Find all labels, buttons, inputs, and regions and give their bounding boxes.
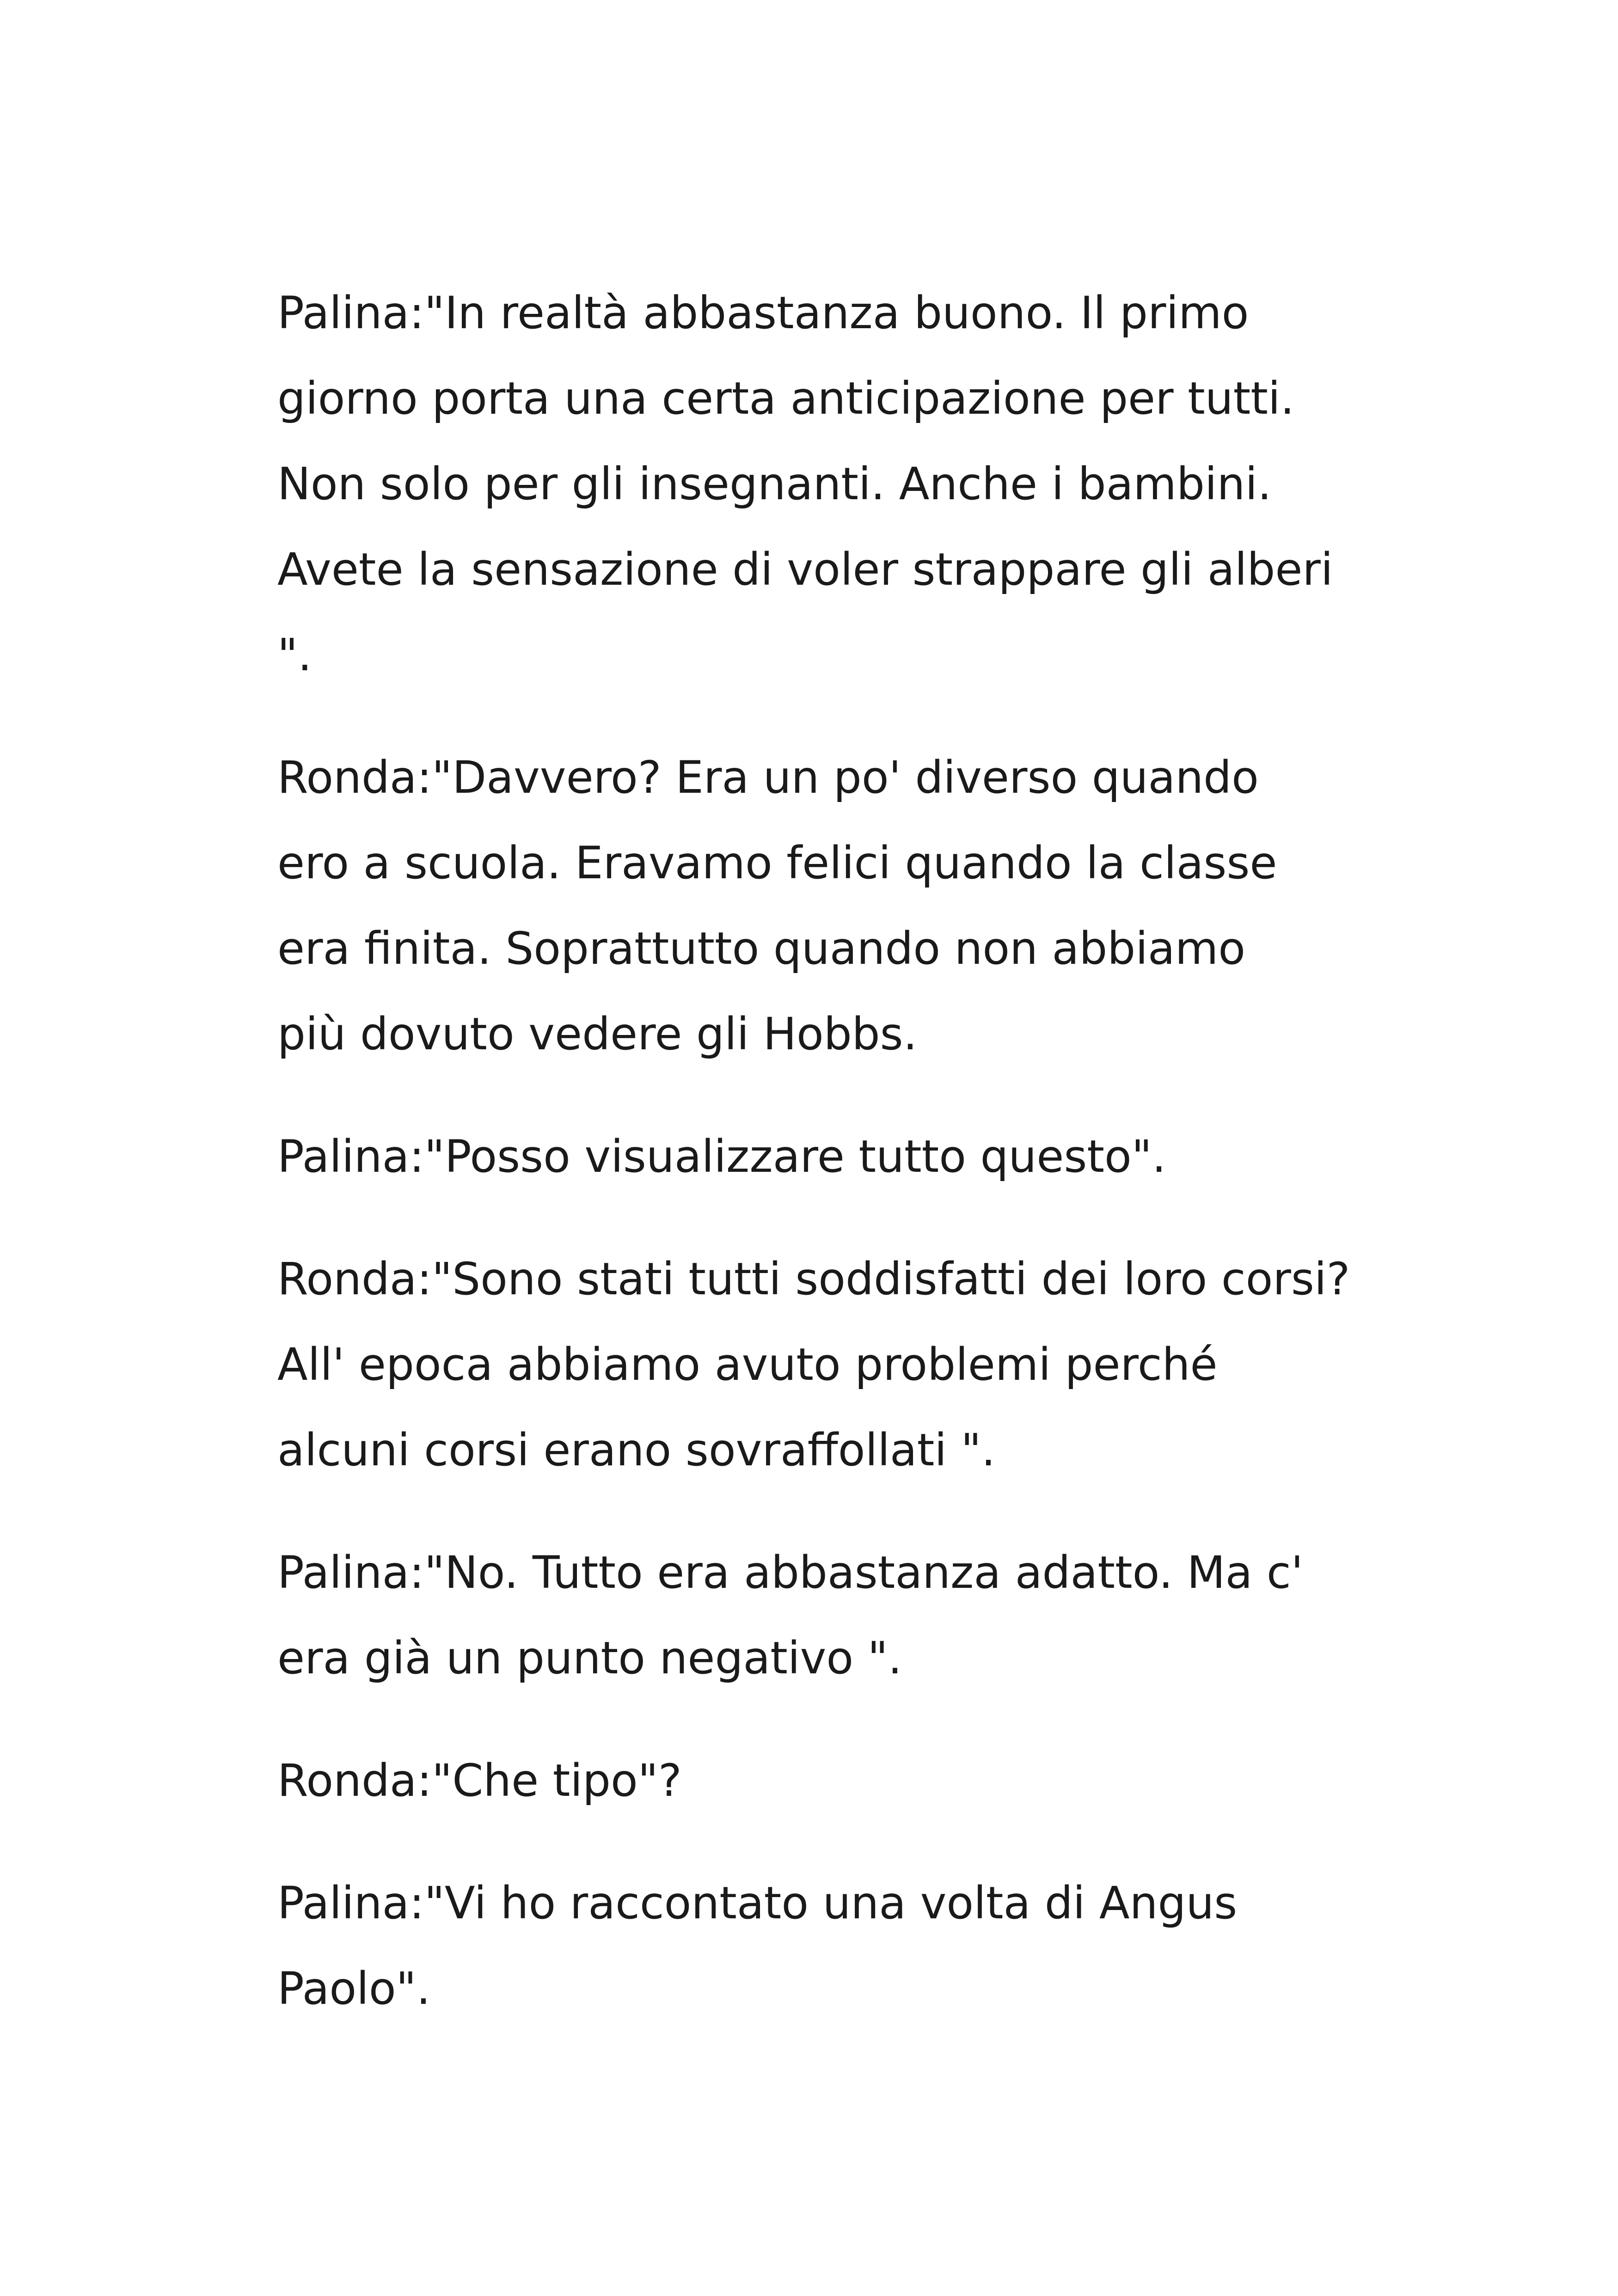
paragraph-ronda-3 bbox=[277, 1738, 1387, 1824]
text-line: era finita. Soprattutto quando non abbiamo bbox=[277, 923, 1245, 974]
text-line: Palina:"In realtà abbastanza buono. Il primo bbox=[277, 287, 1249, 339]
paragraph-palina-2 bbox=[277, 1114, 1387, 1200]
text-line: più dovuto vedere gli Hobbs. bbox=[277, 1008, 918, 1060]
text-line: Palina:"Posso visualizzare tutto questo". bbox=[277, 1131, 1166, 1182]
text-line: Ronda:"Che tipo"? bbox=[277, 1755, 682, 1806]
text-line: Non solo per gli insegnanti. Anche i bambini. bbox=[277, 458, 1272, 510]
paragraph-palina-3 bbox=[277, 1530, 1387, 1701]
paragraph-ronda-1 bbox=[277, 735, 1387, 1077]
text-line: Palina:"Vi ho raccontato una volta di Angus bbox=[277, 1877, 1238, 1929]
text-line: Avete la sensazione di voler strappare gli alberi bbox=[277, 544, 1333, 595]
dialogue-text bbox=[277, 270, 1387, 2069]
text-line: Ronda:"Davvero? Era un po' diverso quando bbox=[277, 752, 1259, 803]
text-line: Paolo". bbox=[277, 1963, 431, 2014]
text-line: ero a scuola. Eravamo felici quando la classe bbox=[277, 837, 1277, 889]
text-line: alcuni corsi erano sovraffollati ". bbox=[277, 1424, 996, 1476]
text-line: Ronda:"Sono stati tutti soddisfatti dei loro corsi? bbox=[277, 1253, 1350, 1305]
text-line: Palina:"No. Tutto era abbastanza adatto. Ma c' bbox=[277, 1547, 1304, 1598]
text-line: All' epoca abbiamo avuto problemi perché bbox=[277, 1339, 1218, 1390]
text-line: era già un punto negativo ". bbox=[277, 1632, 902, 1684]
paragraph-palina-1 bbox=[277, 270, 1387, 698]
paragraph-palina-4 bbox=[277, 1861, 1387, 2032]
paragraph-ronda-2 bbox=[277, 1237, 1387, 1493]
text-line: ". bbox=[277, 629, 312, 681]
text-line: giorno porta una certa anticipazione per tutti. bbox=[277, 373, 1295, 424]
